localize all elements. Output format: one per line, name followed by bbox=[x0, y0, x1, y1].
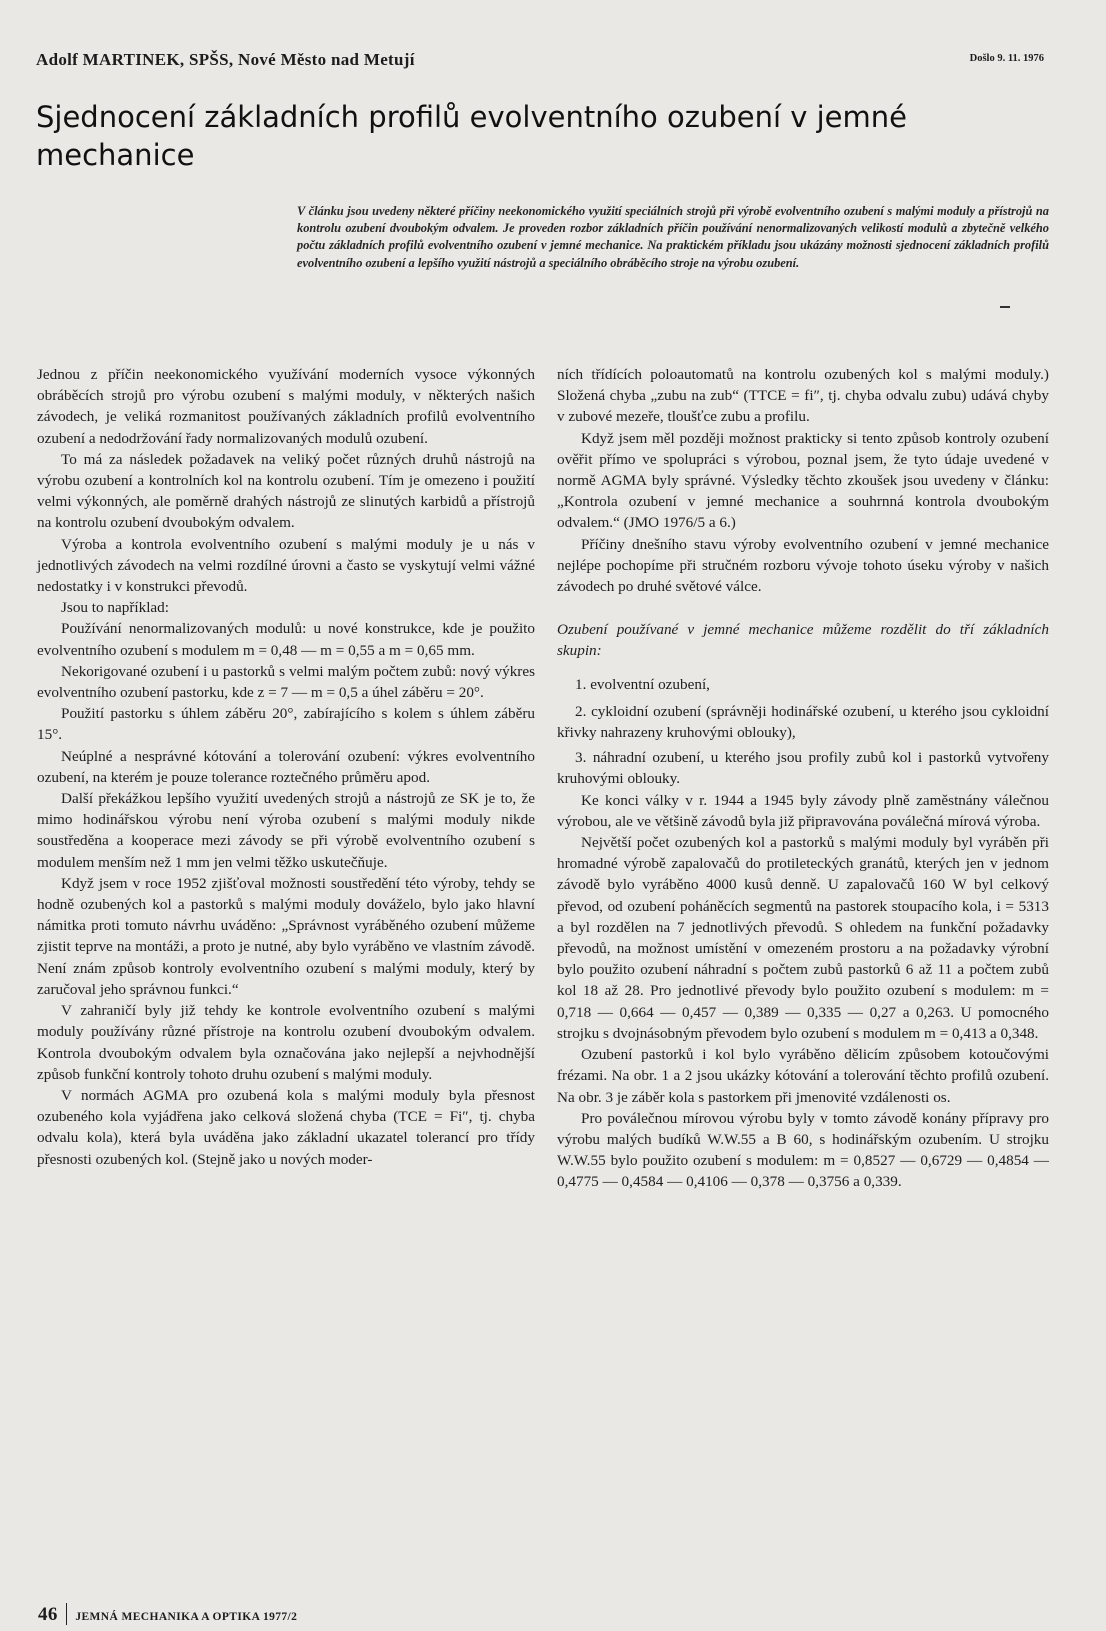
author-line: Adolf MARTINEK, SPŠS, Nové Město nad Metují bbox=[36, 50, 415, 69]
paragraph: Neúplné a nesprávné kótování a tolerování ozubení: výkres evolventního ozubení, na kterém je pouze tolerance roztečného průměru apod. bbox=[37, 747, 535, 786]
paragraph: Jednou z příčin neekonomického využívání moderních vysoce výkonných obráběcích strojů pro výrobu ozubení s malými moduly, v některých našich závodech, je veliká rozmanitost používaných základních profilů evolventního ozubení a nedodržování řady normalizovaných modulů ozubení. bbox=[37, 366, 535, 447]
article-title: Sjednocení základních profilů evolventního ozubení v jemné mechanice bbox=[36, 100, 907, 172]
received-date: Došlo 9. 11. 1976 bbox=[969, 53, 1044, 64]
list-item: 2. cykloidní ozubení (správněji hodinářské ozubení, u kterého jsou cykloidní křivky nahrazeny kruhovými oblouky), bbox=[557, 702, 1049, 742]
paragraph: Pro poválečnou mírovou výrobu byly v tomto závodě konány přípravy pro výrobu malých budíků W.W.55 a B 60, s hodinářským ozubením. U strojku W.W.55 bylo použito ozubení s modulem: m = 0,8527 — 0,6729 — 0,4854 — 0,4775 — 0,4584 — 0,4106 — 0,378 — 0,3756 a 0,339. bbox=[557, 1109, 1049, 1191]
paragraph: ních třídících poloautomatů na kontrolu ozubených kol s malými moduly.) Složená chyba „zubu na zub“ (TTCE = fi″, tj. chyba odvalu zubu) udává chyby v zubové mezeře, tloušťce zubu a profilu. bbox=[557, 366, 1049, 426]
list-item: 3. náhradní ozubení, u kterého jsou profily zubů kol i pastorků vytvořeny kruhovými oblouky. bbox=[557, 749, 1049, 788]
journal-name: JEMNÁ MECHANIKA A OPTIKA 1977/2 bbox=[75, 1611, 298, 1623]
paragraph: Výroba a kontrola evolventního ozubení s malými moduly je u nás v jednotlivých závodech na velmi rozdílné úrovni a často se vyskytují velmi vážné nedostatky i v konstrukci převodů. bbox=[37, 535, 535, 596]
paragraph: Když jsem měl později možnost prakticky si tento způsob kontroly ozubení ověřit přímo ve spolupráci s výrobou, poznal jsem, že tyto údaje uvedené v normě AGMA byly správné. Výsledky těchto zkoušek jsou uvedeny v článku: „Kontrola ozubení v jemné mechanice a souhrnná kontrola dvoubokým odvalem.“ (JMO 1976/5 a 6.) bbox=[557, 429, 1049, 532]
paragraph: Jsou to například: bbox=[61, 599, 169, 617]
abstract: V článku jsou uvedeny některé příčiny neekonomického využití speciálních strojů při výrobě evolventního ozubení s malými moduly a přístrojů na kontrolu ozubení dvoubokým odvalem. Je proveden rozbor základních příčin používání nenormalizovaných velikostí modulů a zbytečně velkého počtu základních profilů evolventního ozubení v jemné mechanice. Na praktickém příkladu jsou ukázány možnosti sjednocení základních profilů evolventního ozubení a lepšího využití nástrojů a speciálního obráběcího stroje na výrobu ozubení. bbox=[297, 204, 1049, 270]
paragraph: Používání nenormalizovaných modulů: u nové konstrukce, kde je použito evolventního ozubení s modulem m = 0,48 — m = 0,55 a m = 0,65 mm. bbox=[37, 620, 535, 659]
paragraph: Největší počet ozubených kol a pastorků s malými moduly byl vyráběn při hromadné výrobě zapalovačů do protileteckých granátů, kterých jen v jednom závodě bylo vyráběno 4000 kusů denně. U zapalovačů 160 W byl celkový převod, od ozubení poháněcích segmentů na pastorek stoupacího kola, i = 5313 a byl rozdělen na 7 jednotlivých převodů. S ohledem na funkční požadavky převodů, na možnost umístění v omezeném prostoru a na požadavky výrobní bylo použito ozubení náhradní s počtem zubů pastorků 6 až 11 a počtem zubů kol 18 až 28. Pro jednotlivé převody bylo použito ozubení s modulem: m = 0,718 — 0,664 — 0,457 — 0,389 — 0,335 — 0,27 a 0,263. U pomocného strojku s dvojnásobným převodem bylo ozubení s modulem m = 0,413 a 0,348. bbox=[557, 834, 1049, 1042]
decorative-dash bbox=[1000, 306, 1010, 308]
footer-divider bbox=[66, 1603, 68, 1625]
paragraph: Další překážkou lepšího využití uvedených strojů a nástrojů ze SK je to, že mimo hodinářskou výrobu není výroba ozubení s malými moduly nikde soustředěna a kooperace mezi závody se při výrobě evolventního ozubení s modulem menším než 1 mm jen velmi těžko uskutečňuje. bbox=[37, 790, 535, 871]
paragraph: Když jsem v roce 1952 zjišťoval možnosti soustředění této výroby, tehdy se hodně ozubených kol a pastorků s malými moduly dováželo, bylo jako hlavní námitka proti tomuto návrhu uváděno: „Správnost vyráběného ozubení můžeme zjistit teprve na montáži, a proto je nutné, aby bylo vyráběno ve vlastním závodě. Není znám způsob kontroly evolventního ozubení s malými moduly, který by zaručoval jeho správnou funkci.“ bbox=[37, 874, 535, 998]
column-left bbox=[37, 364, 535, 1170]
paragraph: Ozubení pastorků i kol bylo vyráběno dělicím způsobem kotoučovými frézami. Na obr. 1 a 2 jsou ukázky kótování a tolerování těchto profilů ozubení. Na obr. 3 je záběr kola s pastorkem při jmenovité vzdálenosti os. bbox=[557, 1046, 1049, 1106]
paragraph: Příčiny dnešního stavu výroby evolventního ozubení v jemné mechanice nejlépe pochopíme při stručném rozboru vývoje tohoto úseku výroby v našich závodech po druhé světové válce. bbox=[557, 535, 1049, 596]
paragraph: Použití pastorku s úhlem záběru 20°, zabírajícího s kolem s úhlem záběru 15°. bbox=[37, 705, 535, 744]
paragraph: V zahraničí byly již tehdy ke kontrole evolventního ozubení s malými moduly používány různé přístroje na kontrolu ozubení dvoubokým odvalem. Kontrola dvoubokým odvalem byla označována jako nejlepší a nejvhodnější způsob funkční kontroly tohoto druhu ozubení s malými moduly. bbox=[37, 1002, 535, 1083]
paragraph: V normách AGMA pro ozubená kola s malými moduly byla přesnost ozubeného kola vyjádřena jako celková složená chyba (TCE = Fi″, tj. chyba odvalu kola), která byla uváděna jako základní ukazatel tolerancí pro třídy přesnosti ozubených kol. (Stejně jako u nových moder- bbox=[37, 1086, 535, 1168]
section-subheading: Ozubení používané v jemné mechanice můžeme rozdělit do tří základních skupin: bbox=[557, 621, 1049, 660]
paragraph: To má za následek požadavek na veliký počet různých druhů nástrojů na výrobu ozubení a kontrolních kol na kontrolu ozubení. Tím je omezeno i použití velmi výkonných, ale poměrně drahých nástrojů ze slinutých karbidů a přístrojů na kontrolu ozubení dvoubokým odvalem. bbox=[37, 450, 535, 532]
page-number: 46 bbox=[38, 1604, 58, 1625]
paragraph: Ke konci války v r. 1944 a 1945 byly závody plně zaměstnány válečnou výrobou, ale ve většině závodů byla již připravována poválečná mírová výroba. bbox=[557, 791, 1049, 830]
list-item: 1. evolventní ozubení, bbox=[575, 675, 710, 693]
column-right bbox=[557, 364, 1049, 1193]
page-footer bbox=[38, 1603, 297, 1626]
paragraph: Nekorigované ozubení i u pastorků s velmi malým počtem zubů: nový výkres evolventního ozubení pastorku, kde z = 7 — m = 0,5 a úhel záběru = 20°. bbox=[37, 662, 535, 702]
